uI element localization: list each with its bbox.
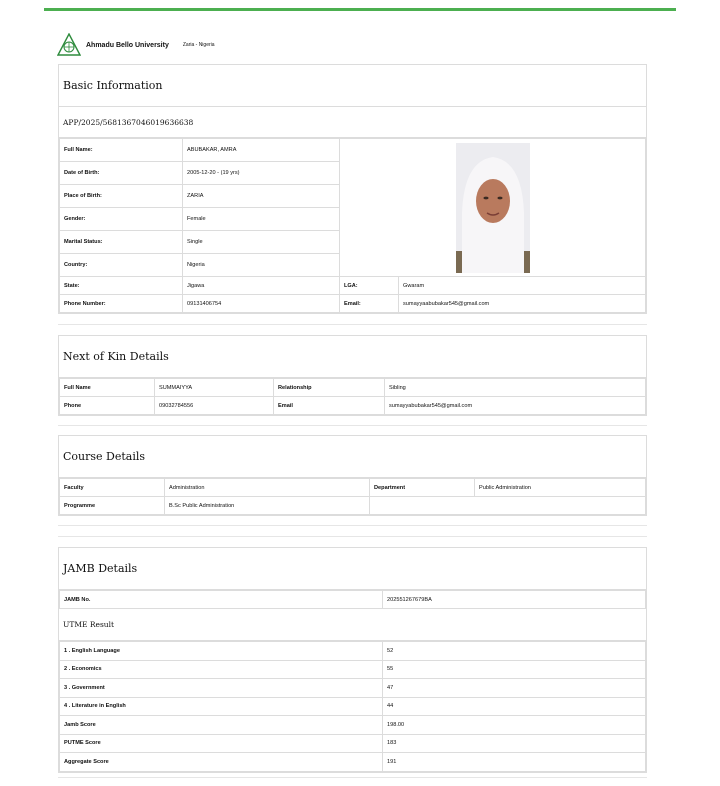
row-value: ZARIA	[183, 185, 340, 208]
lga-label: LGA:	[340, 277, 399, 295]
row-value: Single	[183, 231, 340, 254]
subject-score: 52	[383, 642, 646, 661]
email-label: Email:	[340, 295, 399, 313]
basic-information-title: Basic Information	[59, 65, 646, 107]
subject-label: 1 . English Language	[60, 642, 383, 661]
department-label: Department	[370, 479, 475, 497]
row-value: Female	[183, 208, 340, 231]
next-of-kin-section	[58, 335, 647, 416]
subject-label: 4 . Literature in English	[60, 697, 383, 716]
table-row	[60, 591, 646, 609]
next-of-kin-table	[59, 378, 646, 415]
putme-score-label: PUTME Score	[60, 734, 383, 753]
jamb-score-value: 198.00	[383, 716, 646, 735]
kin-email-value: sumayyabubakar545@gmail.com	[385, 397, 646, 415]
table-row	[60, 734, 646, 753]
aggregate-score-label: Aggregate Score	[60, 753, 383, 772]
subject-score: 55	[383, 660, 646, 679]
phone-value: 09131406754	[183, 295, 340, 313]
divider	[58, 536, 647, 537]
application-number: APP/2025/5681367046019636638	[59, 107, 646, 138]
row-label: Date of Birth:	[60, 162, 183, 185]
table-row	[60, 295, 646, 313]
jamb-details-title: JAMB Details	[59, 548, 646, 590]
row-label: Place of Birth:	[60, 185, 183, 208]
kin-phone-label: Phone	[60, 397, 155, 415]
department-value: Public Administration	[475, 479, 646, 497]
utme-result-table	[59, 641, 646, 772]
divider	[58, 525, 647, 526]
row-label: Full Name:	[60, 139, 183, 162]
kin-relationship-value: Sibling	[385, 379, 646, 397]
course-details-section	[58, 435, 647, 516]
applicant-photo	[456, 143, 530, 273]
jamb-score-label: Jamb Score	[60, 716, 383, 735]
university-name: Ahmadu Bello University	[86, 41, 169, 49]
programme-label: Programme	[60, 497, 165, 515]
phone-label: Phone Number:	[60, 295, 183, 313]
table-row	[60, 642, 646, 661]
table-row	[60, 497, 646, 515]
table-row	[60, 397, 646, 415]
row-value: Nigeria	[183, 254, 340, 277]
row-value: 2005-12-20 - (19 yrs)	[183, 162, 340, 185]
state-label: State:	[60, 277, 183, 295]
jamb-details-section	[58, 547, 647, 773]
kin-relationship-label: Relationship	[274, 379, 385, 397]
table-row	[60, 660, 646, 679]
basic-info-table	[59, 138, 646, 313]
faculty-label: Faculty	[60, 479, 165, 497]
utme-result-title: UTME Result	[59, 609, 646, 641]
subject-score: 44	[383, 697, 646, 716]
course-details-title: Course Details	[59, 436, 646, 478]
faculty-value: Administration	[165, 479, 370, 497]
kin-phone-value: 09032784556	[155, 397, 274, 415]
subject-score: 47	[383, 679, 646, 698]
table-row	[60, 479, 646, 497]
row-label: Marital Status:	[60, 231, 183, 254]
table-row	[60, 679, 646, 698]
jamb-number-table	[59, 590, 646, 609]
row-value: ABUBAKAR, AMRA	[183, 139, 340, 162]
table-row	[60, 139, 646, 162]
empty-cell	[370, 497, 646, 515]
divider	[58, 425, 647, 426]
university-location: Zaria - Nigeria	[182, 42, 215, 48]
table-row	[60, 753, 646, 772]
table-row	[60, 716, 646, 735]
table-row	[60, 697, 646, 716]
putme-score-value: 183	[383, 734, 646, 753]
divider	[58, 777, 647, 778]
jamb-number-value: 202551267679BA	[383, 591, 646, 609]
jamb-number-label: JAMB No.	[60, 591, 383, 609]
accent-top-bar	[44, 8, 676, 11]
aggregate-score-value: 191	[383, 753, 646, 772]
lga-value: Gwaram	[399, 277, 646, 295]
row-label: Gender:	[60, 208, 183, 231]
next-of-kin-title: Next of Kin Details	[59, 336, 646, 378]
abu-crest-icon	[57, 33, 81, 57]
row-label: Country:	[60, 254, 183, 277]
brand-header	[57, 33, 215, 57]
kin-name-value: SUMMAIYYA	[155, 379, 274, 397]
kin-email-label: Email	[274, 397, 385, 415]
programme-value: B.Sc Public Administration	[165, 497, 370, 515]
table-row	[60, 379, 646, 397]
basic-information-section	[58, 64, 647, 314]
photo-cell	[340, 139, 646, 277]
kin-name-label: Full Name	[60, 379, 155, 397]
state-value: Jigawa	[183, 277, 340, 295]
subject-label: 2 . Economics	[60, 660, 383, 679]
email-value: sumayyaabubakar545@gmail.com	[399, 295, 646, 313]
divider	[58, 324, 647, 325]
subject-label: 3 . Government	[60, 679, 383, 698]
course-details-table	[59, 478, 646, 515]
table-row	[60, 277, 646, 295]
